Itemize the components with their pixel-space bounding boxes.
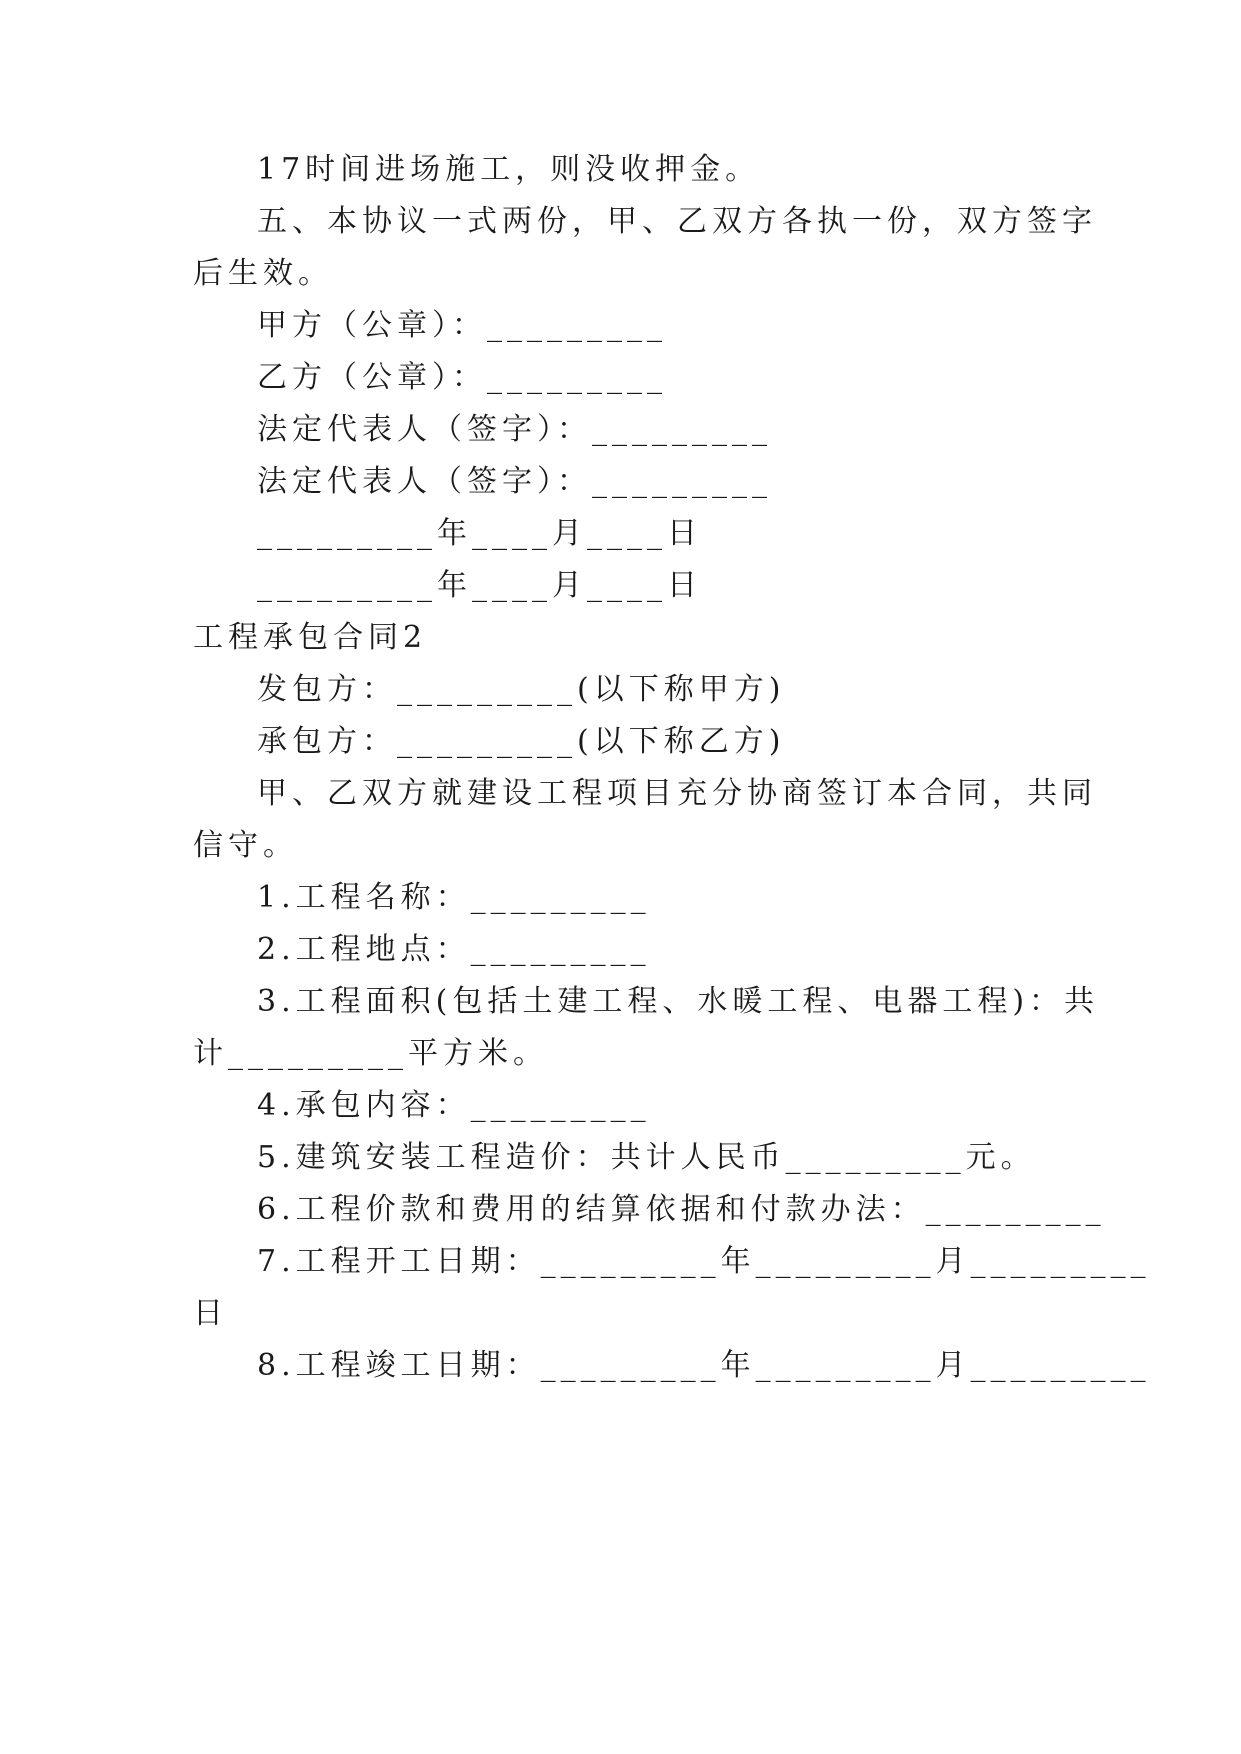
section-heading: 工程承包合同2 [193,620,428,655]
text-line: 五、本协议一式两份，甲、乙双方各执一份，双方签字 [257,204,1097,239]
text-line: 1.工程名称：_________ [257,880,651,915]
text-line: 3.工程面积(包括土建工程、水暖工程、电器工程)：共 [257,984,1100,1019]
text-line: 17时间进场施工，则没收押金。 [257,152,761,187]
text-line: 甲方（公章）：_________ [257,308,667,343]
text-line: _________年____月____日 [257,568,702,603]
text-line: 法定代表人（签字）：_________ [257,412,772,447]
text-line: 乙方（公章）：_________ [257,360,667,395]
text-line: 信守。 [193,828,298,863]
text-line: 甲、乙双方就建设工程项目充分协商签订本合同，共同 [257,776,1097,811]
text-line: 7.工程开工日期：_________年_________月_________ [257,1244,1151,1279]
text-line: 日 [193,1296,228,1331]
text-line: 5.建筑安装工程造价：共计人民币_________元。 [257,1140,1036,1175]
text-line: 6.工程价款和费用的结算依据和付款办法：_________ [257,1192,1106,1227]
text-line: 后生效。 [193,256,333,291]
text-line: 8.工程竣工日期：_________年_________月_________ [257,1348,1151,1383]
text-line: 发包方：_________(以下称甲方) [257,672,786,707]
text-line: 4.承包内容：_________ [257,1088,651,1123]
text-line: 2.工程地点：_________ [257,932,651,967]
text-line: 计_________平方米。 [193,1036,548,1071]
text-line: 法定代表人（签字）：_________ [257,464,772,499]
text-line: 承包方：_________(以下称乙方) [257,724,786,759]
text-line: _________年____月____日 [257,516,702,551]
